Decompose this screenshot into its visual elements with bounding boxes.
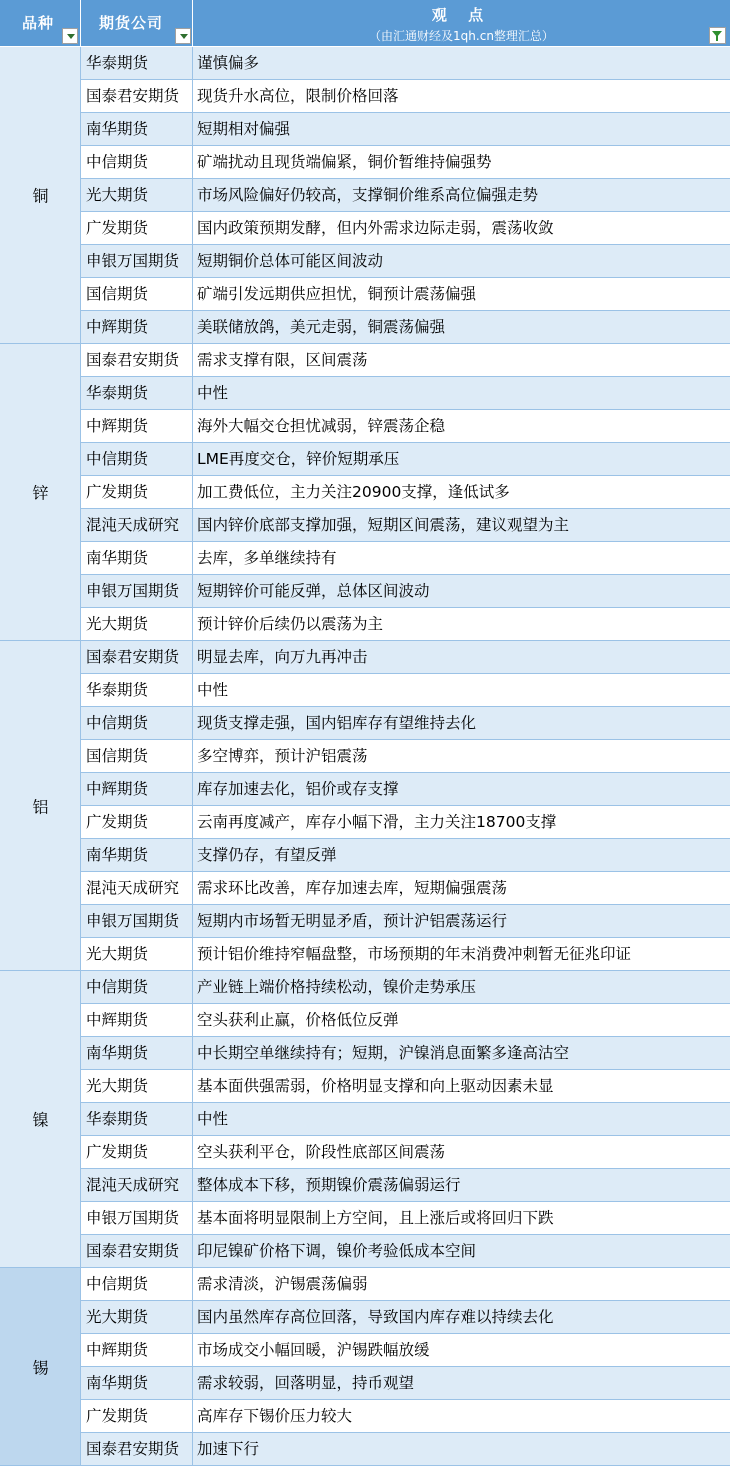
view-cell[interactable]: 基本面供强需弱，价格明显支撑和向上驱动因素未显 [197, 1077, 554, 1095]
company-cell[interactable]: 中辉期货 [81, 311, 193, 343]
company-cell[interactable]: 混沌天成研究 [81, 509, 193, 541]
table-row[interactable] [81, 1301, 730, 1334]
view-cell[interactable]: 预计铝价维持窄幅盘整，市场预期的年末消费冲刺暂无征兆印证 [197, 945, 632, 963]
company-cell[interactable]: 南华期货 [81, 113, 193, 145]
view-cell[interactable]: 高库存下锡价压力较大 [197, 1407, 353, 1425]
view-cell[interactable]: 海外大幅交仓担忧减弱，锌震荡企稳 [197, 417, 446, 435]
table-row[interactable] [81, 80, 730, 113]
table-row[interactable] [81, 806, 730, 839]
view-cell[interactable]: 中性 [197, 384, 229, 402]
table-row[interactable] [81, 839, 730, 872]
company-cell[interactable]: 广发期货 [81, 806, 193, 838]
company-cell[interactable]: 华泰期货 [81, 674, 193, 706]
company-cell[interactable]: 华泰期货 [81, 47, 193, 79]
table-row[interactable] [81, 476, 730, 509]
table-row[interactable] [81, 938, 730, 971]
view-cell[interactable]: 短期锌价可能反弹，总体区间波动 [197, 582, 430, 600]
table-row[interactable] [81, 872, 730, 905]
company-cell[interactable]: 广发期货 [81, 1400, 193, 1432]
view-cell[interactable]: 中性 [197, 1110, 229, 1128]
view-cell[interactable]: 矿端扰动且现货端偏紧，铜价暂维持偏强势 [197, 153, 492, 171]
table-row[interactable] [81, 113, 730, 146]
company-cell[interactable]: 申银万国期货 [81, 905, 193, 937]
header-company [81, 0, 193, 46]
table-row[interactable] [81, 245, 730, 278]
company-cell[interactable]: 光大期货 [81, 938, 193, 970]
table-row[interactable] [81, 212, 730, 245]
table-row[interactable] [81, 410, 730, 443]
table-row[interactable] [81, 47, 730, 80]
view-cell[interactable]: 国内虽然库存高位回落，导致国内库存难以持续去化 [197, 1308, 554, 1326]
view-cell[interactable]: 基本面将明显限制上方空间，且上涨后或将回归下跌 [197, 1209, 554, 1227]
variety-cell[interactable] [0, 971, 81, 1268]
table-row[interactable] [81, 971, 730, 1004]
company-cell[interactable]: 混沌天成研究 [81, 1169, 193, 1201]
view-cell[interactable]: 市场风险偏好仍较高，支撑铜价维系高位偏强走势 [197, 186, 539, 204]
company-cell[interactable]: 中辉期货 [81, 1334, 193, 1366]
view-cell[interactable]: 短期铜价总体可能区间波动 [197, 252, 384, 270]
header-variety [0, 0, 81, 46]
company-cell[interactable]: 中辉期货 [81, 1004, 193, 1036]
view-cell[interactable]: 市场成交小幅回暖，沪锡跌幅放缓 [197, 1341, 430, 1359]
company-cell[interactable]: 国信期货 [81, 278, 193, 310]
company-cell[interactable]: 国泰君安期货 [81, 344, 193, 376]
table-row[interactable] [81, 311, 730, 344]
view-cell[interactable]: 多空博弈，预计沪铝震荡 [197, 747, 368, 765]
company-cell[interactable]: 国泰君安期货 [81, 80, 193, 112]
view-cell[interactable]: 国内政策预期发酵，但内外需求边际走弱，震荡收敛 [197, 219, 554, 237]
company-cell[interactable]: 申银万国期货 [81, 245, 193, 277]
variety-label: 锡 [32, 1358, 49, 1377]
company-cell[interactable]: 广发期货 [81, 1136, 193, 1168]
table-row[interactable] [81, 773, 730, 806]
company-cell[interactable]: 光大期货 [81, 179, 193, 211]
company-cell[interactable]: 广发期货 [81, 476, 193, 508]
view-cell[interactable]: 现货支撑走强，国内铝库存有望维持去化 [197, 714, 477, 732]
table-row[interactable] [81, 179, 730, 212]
variety-label: 铜 [32, 186, 49, 206]
table-row[interactable] [81, 641, 730, 674]
table-row[interactable] [81, 1268, 730, 1301]
variety-label: 铝 [32, 797, 49, 816]
company-cell[interactable]: 中辉期货 [81, 773, 193, 805]
table-row[interactable] [81, 542, 730, 575]
view-cell[interactable]: 支撑仍存，有望反弹 [197, 846, 337, 864]
table-row[interactable] [81, 740, 730, 773]
table-row[interactable] [81, 377, 730, 410]
company-cell[interactable]: 中信期货 [81, 707, 193, 739]
company-cell[interactable]: 申银万国期货 [81, 1202, 193, 1234]
company-cell[interactable]: 光大期货 [81, 608, 193, 640]
view-cell[interactable]: 谨慎偏多 [197, 54, 260, 72]
view-cell[interactable]: 库存加速去化，铝价或存支撑 [197, 780, 399, 798]
table-row[interactable] [81, 1367, 730, 1400]
header-view-label: 观 点 [431, 6, 492, 24]
view-cell[interactable]: 印尼镍矿价格下调，镍价考验低成本空间 [197, 1242, 477, 1260]
table-row[interactable] [81, 1004, 730, 1037]
view-cell[interactable]: 整体成本下移，预期镍价震荡偏弱运行 [197, 1176, 461, 1194]
table-row[interactable] [81, 575, 730, 608]
table-row[interactable] [81, 344, 730, 377]
view-cell[interactable]: 国内锌价底部支撑加强，短期区间震荡，建议观望为主 [197, 516, 570, 534]
view-cell[interactable]: 短期相对偏强 [197, 120, 291, 138]
company-cell[interactable]: 华泰期货 [81, 1103, 193, 1135]
variety-cell[interactable] [0, 47, 81, 344]
view-cell[interactable]: 需求环比改善，库存加速去库，短期偏强震荡 [197, 879, 508, 897]
table-row[interactable] [81, 905, 730, 938]
company-cell[interactable]: 申银万国期货 [81, 575, 193, 607]
view-cell[interactable]: 空头获利平仓，阶段性底部区间震荡 [197, 1143, 446, 1161]
company-cell[interactable]: 光大期货 [81, 1301, 193, 1333]
table-row[interactable] [81, 1334, 730, 1367]
view-cell[interactable]: 加速下行 [197, 1440, 260, 1458]
company-cell[interactable]: 南华期货 [81, 542, 193, 574]
header-variety-label: 品种 [22, 14, 55, 32]
view-cell[interactable]: 矿端引发远期供应担忧，铜预计震荡偏强 [197, 285, 477, 303]
table-row[interactable] [81, 1235, 730, 1268]
company-cell[interactable]: 中信期货 [81, 1268, 193, 1300]
table-row[interactable] [81, 1202, 730, 1235]
view-cell[interactable]: 预计锌价后续仍以震荡为主 [197, 615, 384, 633]
variety-label: 锌 [32, 483, 49, 503]
filter-dropdown-icon[interactable] [175, 28, 191, 44]
header-view [193, 0, 730, 46]
variety-cell[interactable] [0, 344, 81, 641]
table-row[interactable] [81, 1400, 730, 1433]
company-cell[interactable]: 混沌天成研究 [81, 872, 193, 904]
view-cell[interactable]: LME再度交仓，锌价短期承压 [197, 450, 400, 468]
filter-dropdown-icon[interactable] [62, 28, 78, 44]
view-cell[interactable]: 去库，多单继续持有 [197, 549, 337, 567]
table-row[interactable] [81, 278, 730, 311]
company-cell[interactable]: 南华期货 [81, 1367, 193, 1399]
company-cell[interactable]: 国泰君安期货 [81, 1433, 193, 1465]
variety-label: 镍 [32, 1110, 49, 1130]
view-cell[interactable]: 现货升水高位，限制价格回落 [197, 87, 399, 105]
filter-active-icon[interactable] [709, 27, 726, 44]
company-cell[interactable]: 国信期货 [81, 740, 193, 772]
variety-cell[interactable] [0, 1268, 81, 1466]
view-cell[interactable]: 需求清淡，沪锡震荡偏弱 [197, 1275, 368, 1293]
table-row[interactable] [81, 1136, 730, 1169]
view-cell[interactable]: 需求支撑有限，区间震荡 [197, 351, 368, 369]
view-cell[interactable]: 短期内市场暂无明显矛盾，预计沪铝震荡运行 [197, 912, 508, 930]
view-cell[interactable]: 明显去库，向万九再冲击 [197, 648, 368, 666]
view-cell[interactable]: 云南再度减产，库存小幅下滑，主力关注18700支撑 [197, 813, 557, 831]
company-cell[interactable]: 中信期货 [81, 443, 193, 475]
table-row[interactable] [81, 443, 730, 476]
view-cell[interactable]: 加工费低位，主力关注20900支撑，逢低试多 [197, 483, 510, 501]
table-row[interactable] [81, 707, 730, 740]
view-cell[interactable]: 产业链上端价格持续松动，镍价走势承压 [197, 978, 477, 996]
table-row[interactable] [81, 1169, 730, 1202]
table-row[interactable] [81, 1070, 730, 1103]
header-company-label: 期货公司 [99, 14, 164, 32]
company-cell[interactable]: 中信期货 [81, 146, 193, 178]
table-row[interactable] [81, 674, 730, 707]
table-row[interactable] [81, 608, 730, 641]
company-cell[interactable]: 广发期货 [81, 212, 193, 244]
table-row[interactable] [81, 509, 730, 542]
company-cell[interactable]: 南华期货 [81, 1037, 193, 1069]
table-row[interactable] [81, 1433, 730, 1466]
company-cell[interactable]: 光大期货 [81, 1070, 193, 1102]
table-row[interactable] [81, 146, 730, 179]
company-cell[interactable]: 国泰君安期货 [81, 641, 193, 673]
company-cell[interactable]: 南华期货 [81, 839, 193, 871]
view-cell[interactable]: 中性 [197, 681, 229, 699]
header-view-note: （由汇通财经及1qh.cn整理汇总） [369, 29, 554, 43]
table-row[interactable] [81, 1037, 730, 1070]
view-cell[interactable]: 需求较弱，回落明显，持币观望 [197, 1374, 415, 1392]
view-cell[interactable]: 空头获利止赢，价格低位反弹 [197, 1011, 399, 1029]
variety-cell[interactable] [0, 641, 81, 971]
table-row[interactable] [81, 1103, 730, 1136]
company-cell[interactable]: 国泰君安期货 [81, 1235, 193, 1267]
company-cell[interactable]: 中辉期货 [81, 410, 193, 442]
view-cell[interactable]: 美联储放鸽，美元走弱，铜震荡偏强 [197, 318, 446, 336]
company-cell[interactable]: 中信期货 [81, 971, 193, 1003]
view-cell[interactable]: 中长期空单继续持有；短期，沪镍消息面繁多逢高沽空 [197, 1044, 570, 1062]
company-cell[interactable]: 华泰期货 [81, 377, 193, 409]
